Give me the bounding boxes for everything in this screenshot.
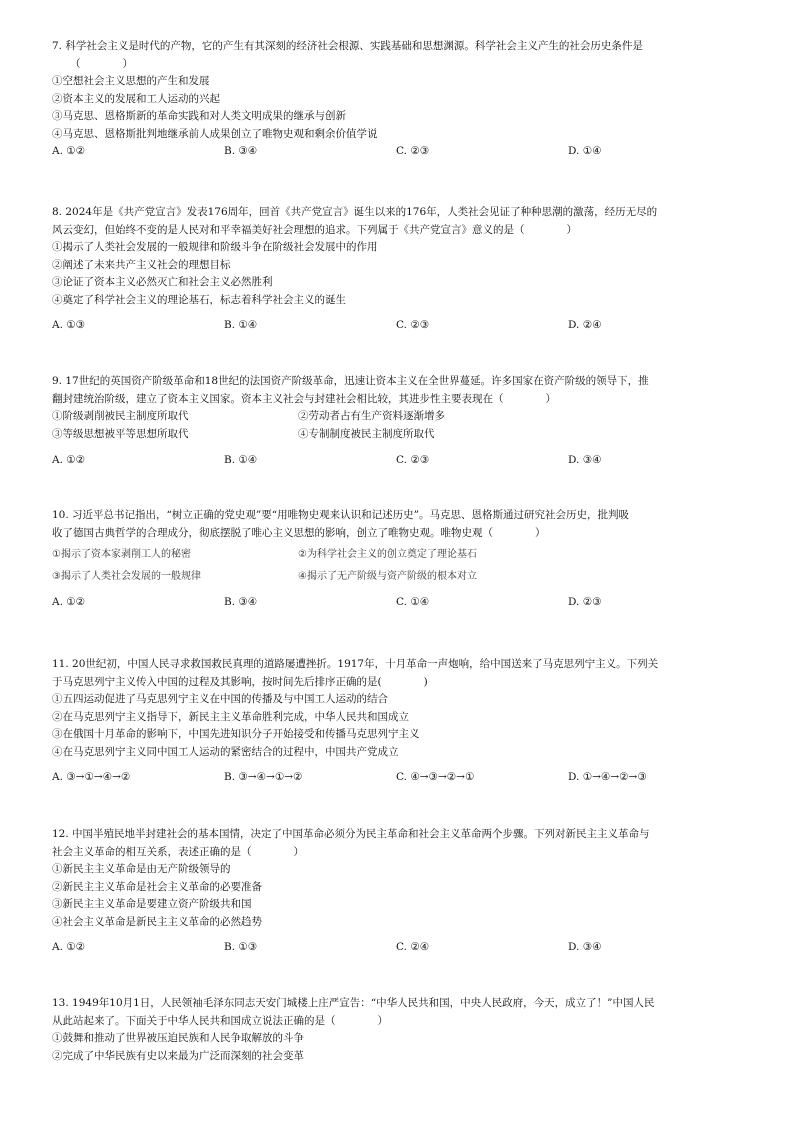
choice-item: ②劳动者占有生产资料逐渐增多 — [298, 410, 445, 422]
choice-item: ④马克思、恩格斯批判地继承前人成果创立了唯物史观和剩余价值学说 — [52, 127, 378, 140]
question-stem-cont: 从此站起来了。下面关于中华人民共和国成立说法正确的是（ ） — [52, 1014, 388, 1027]
option-b[interactable]: B. ③④ — [224, 145, 258, 157]
choice-item: ②完成了中华民族有史以来最为广泛而深刻的社会变革 — [52, 1049, 304, 1062]
question-stem-cont: 风云变幻，但始终不变的是人民对和平幸福美好社会理想的追求。下列属于《共产党宣言》意义的是（ ） — [52, 223, 577, 236]
answer-options — [52, 594, 742, 612]
question-9 — [52, 373, 742, 470]
option-c[interactable]: C. ②③ — [396, 454, 430, 466]
option-a[interactable]: A. ①② — [52, 145, 86, 157]
question-stem: 8. 2024年是《共产党宣言》发表176周年，回首《共产党宣言》诞生以来的176年，人类社会见证了种种思潮的激荡，经历无尽的 — [52, 206, 658, 218]
choice-item: ④奠定了科学社会主义的理论基石，标志着科学社会主义的诞生 — [52, 293, 346, 306]
option-d[interactable]: D. ①④ — [568, 145, 602, 157]
question-stem: 12. 中国半殖民地半封建社会的基本国情，决定了中国革命必须分为民主革命和社会主义革命两个步骤。下列对新民主主义革命与 — [52, 828, 650, 840]
option-b[interactable]: B. ③④ — [224, 596, 258, 608]
question-stem: 7. 科学社会主义是时代的产物，它的产生有其深刻的经济社会根源、实践基础和思想渊源。科学社会主义产生的社会历史条件是 — [52, 40, 643, 52]
choice-item: ③论证了资本主义必然灭亡和社会主义必然胜利 — [52, 276, 273, 288]
question-10 — [52, 507, 742, 612]
answer-options — [52, 143, 742, 161]
option-c[interactable]: C. ②③ — [396, 145, 430, 157]
choice-item: ④揭示了无产阶级与资产阶级的根本对立 — [298, 571, 477, 582]
question-stem-cont: 翻封建统治阶级，建立了资本主义国家。资本主义社会与封建社会相比较，其进步性主要表现在（ ） — [52, 392, 556, 405]
choice-item: ③等级思想被平等思想所取代 — [52, 428, 189, 440]
option-c[interactable]: C. ②③ — [396, 319, 430, 331]
choice-item: ①新民主主义革命是由无产阶级领导的 — [52, 863, 231, 875]
question-stem: 11. 20世纪初，中国人民寻求救国救民真理的道路屡遭挫折。1917年，十月革命一声炮响，给中国送来了马克思列宁主义。下列关 — [52, 658, 659, 670]
choice-item: ②阐述了未来共产主义社会的理想目标 — [52, 258, 231, 271]
answer-options — [52, 452, 742, 470]
choice-row — [52, 546, 742, 568]
answer-blank: （ ） — [70, 57, 133, 70]
choice-item: ②为科学社会主义的创立奠定了理论基石 — [298, 549, 477, 560]
choice-item: ①揭示了资本家剥削工人的秘密 — [52, 549, 191, 560]
choice-item: ③揭示了人类社会发展的一般规律 — [52, 571, 201, 582]
question-12 — [52, 826, 742, 957]
choice-item: ④社会主义革命是新民主主义革命的必然趋势 — [52, 915, 262, 928]
choice-item: ①揭示了人类社会发展的一般规律和阶级斗争在阶级社会发展中的作用 — [52, 241, 378, 253]
question-stem-cont: 于马克思列宁主义传入中国的过程及其影响，按时间先后排序正确的是( ) — [52, 675, 428, 688]
choice-item: ③在俄国十月革命的影响下，中国先进知识分子开始接受和传播马克思列宁主义 — [52, 728, 420, 740]
choice-item: ④在马克思列宁主义同中国工人运动的紧密结合的过程中，中国共产党成立 — [52, 745, 399, 758]
option-c[interactable]: C. ④→③→②→① — [396, 771, 475, 783]
question-stem: 9. 17世纪的英国资产阶级革命和18世纪的法国资产阶级革命，迅速让资本主义在全世界蔓延。许多国家在资产阶级的领导下，推 — [52, 375, 649, 387]
option-d[interactable]: D. ①→④→②→③ — [568, 771, 647, 783]
question-8 — [52, 204, 742, 335]
option-a[interactable]: A. ①② — [52, 454, 86, 466]
question-7 — [52, 38, 742, 161]
option-a[interactable]: A. ①③ — [52, 319, 86, 331]
choice-item: ④专制制度被民主制度所取代 — [298, 428, 435, 440]
option-c[interactable]: C. ②④ — [396, 941, 430, 953]
choice-item: ③马克思、恩格斯新的革命实践和对人类文明成果的继承与创新 — [52, 110, 346, 122]
option-b[interactable]: B. ③→④→①→② — [224, 771, 303, 783]
choice-item: ①阶级剥削被民主制度所取代 — [52, 410, 189, 422]
question-stem-cont: 社会主义革命的相互关系，表述正确的是（ ） — [52, 845, 304, 858]
option-b[interactable]: B. ①④ — [224, 319, 258, 331]
option-b[interactable]: B. ①④ — [224, 454, 258, 466]
choice-row — [52, 568, 742, 590]
question-stem-cont: 收了德国古典哲学的合理成分，彻底摆脱了唯心主义思想的影响，创立了唯物史观。唯物史观（ ） — [52, 526, 546, 539]
option-a[interactable]: A. ①② — [52, 941, 86, 953]
choice-item: ①鼓舞和推动了世界被压迫民族和人民争取解放的斗争 — [52, 1032, 304, 1044]
question-stem: 10. 习近平总书记指出，“树立正确的党史观”要“用唯物史观来认识和记述历史”。马克思、恩格斯通过研究社会历史，批判吸 — [52, 509, 630, 521]
choice-item: ②资本主义的发展和工人运动的兴起 — [52, 92, 220, 105]
answer-options — [52, 769, 742, 787]
question-11 — [52, 656, 742, 787]
option-d[interactable]: D. ③④ — [568, 941, 602, 953]
choice-item: ②在马克思列宁主义指导下，新民主主义革命胜利完成，中华人民共和国成立 — [52, 710, 409, 723]
question-stem: 13. 1949年10月1日，人民领袖毛泽东同志天安门城楼上庄严宣告：“中华人民共和国，中央人民政府，今天，成立了！”中国人民 — [52, 997, 655, 1009]
choice-item: ①五四运动促进了马克思列宁主义在中国的传播及与中国工人运动的结合 — [52, 693, 388, 705]
option-a[interactable]: A. ①② — [52, 596, 86, 608]
choice-item: ①空想社会主义思想的产生和发展 — [52, 75, 210, 87]
choice-row — [52, 426, 742, 444]
choice-row — [52, 408, 742, 426]
choice-item: ②新民主主义革命是社会主义革命的必要准备 — [52, 880, 262, 893]
answer-options — [52, 939, 742, 957]
question-13 — [52, 995, 742, 1065]
option-d[interactable]: D. ②③ — [568, 596, 602, 608]
option-d[interactable]: D. ②④ — [568, 319, 602, 331]
choice-item: ③新民主主义革命是要建立资产阶级共和国 — [52, 898, 252, 910]
option-c[interactable]: C. ①④ — [396, 596, 430, 608]
answer-options — [52, 317, 742, 335]
option-d[interactable]: D. ③④ — [568, 454, 602, 466]
option-b[interactable]: B. ①③ — [224, 941, 258, 953]
option-a[interactable]: A. ③→①→④→② — [52, 771, 131, 783]
